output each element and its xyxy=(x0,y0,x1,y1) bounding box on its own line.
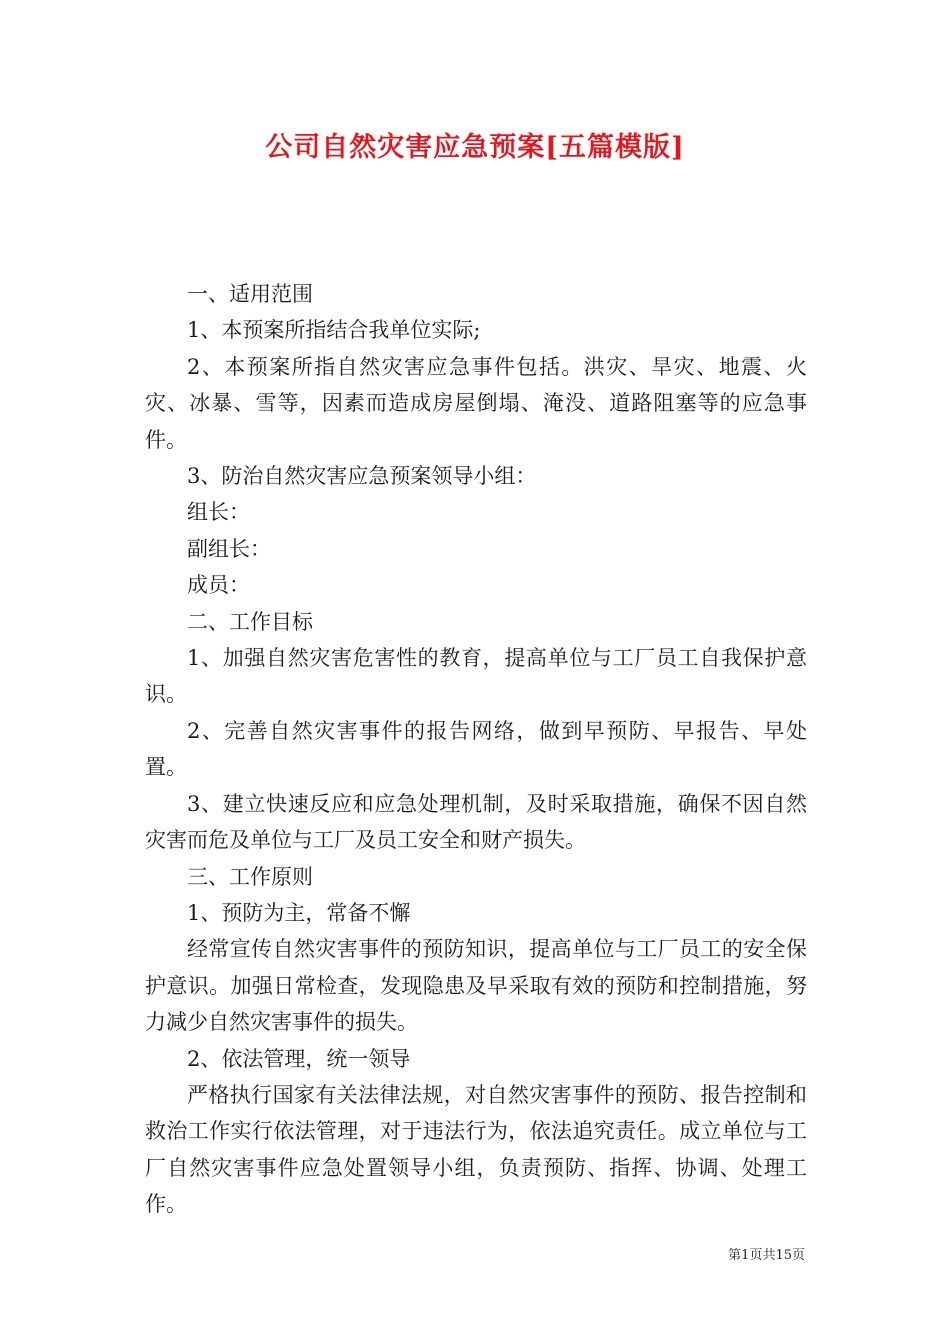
field-deputy-leader: 副组长： xyxy=(187,536,271,561)
field-members: 成员： xyxy=(187,573,250,598)
section-heading-scope: 一、适用范围 xyxy=(187,282,313,306)
paragraph: 1、预防为主，常备不懈 xyxy=(187,900,411,925)
page-number: 第1页共15页 xyxy=(728,1248,805,1263)
section-heading-goals: 二、工作目标 xyxy=(187,609,313,634)
field-leader: 组长： xyxy=(187,500,250,525)
paragraph: 严格执行国家有关法律法规，对自然灾害事件的预防、报告控制和救治工作实行依法管理，对于违法行为，依法追究责任。成立单位与工厂自然灾害事件应急处置领导小组，负责预防、指挥、协调、处理工作。 xyxy=(145,1082,807,1217)
paragraph: 经常宣传自然灾害事件的预防知识，提高单位与工厂员工的安全保护意识。加强日常检查，发现隐患及早采取有效的预防和控制措施，努力减少自然灾害事件的损失。 xyxy=(145,937,807,1035)
paragraph: 1、加强自然灾害危害性的教育，提高单位与工厂员工自我保护意识。 xyxy=(145,646,807,707)
paragraph: 3、防治自然灾害应急预案领导小组： xyxy=(187,464,537,489)
paragraph: 2、依法管理，统一领导 xyxy=(187,1046,411,1071)
document-body xyxy=(145,276,807,1223)
paragraph: 1、本预案所指结合我单位实际; xyxy=(187,318,481,343)
paragraph: 3、建立快速反应和应急处理机制，及时采取措施，确保不因自然灾害而危及单位与工厂及员工安全和财产损失。 xyxy=(145,791,807,853)
paragraph: 2、完善自然灾害事件的报告网络，做到早预防、早报告、早处置。 xyxy=(145,718,807,780)
section-heading-principles: 三、工作原则 xyxy=(187,864,313,889)
document-title: 公司自然灾害应急预案[五篇模版] xyxy=(265,132,685,163)
paragraph: 2、本预案所指自然灾害应急事件包括。洪灾、旱灾、地震、火灾、冰暴、雪等，因素而造成房屋倒塌、淹没、道路阻塞等的应急事件。 xyxy=(145,354,807,452)
